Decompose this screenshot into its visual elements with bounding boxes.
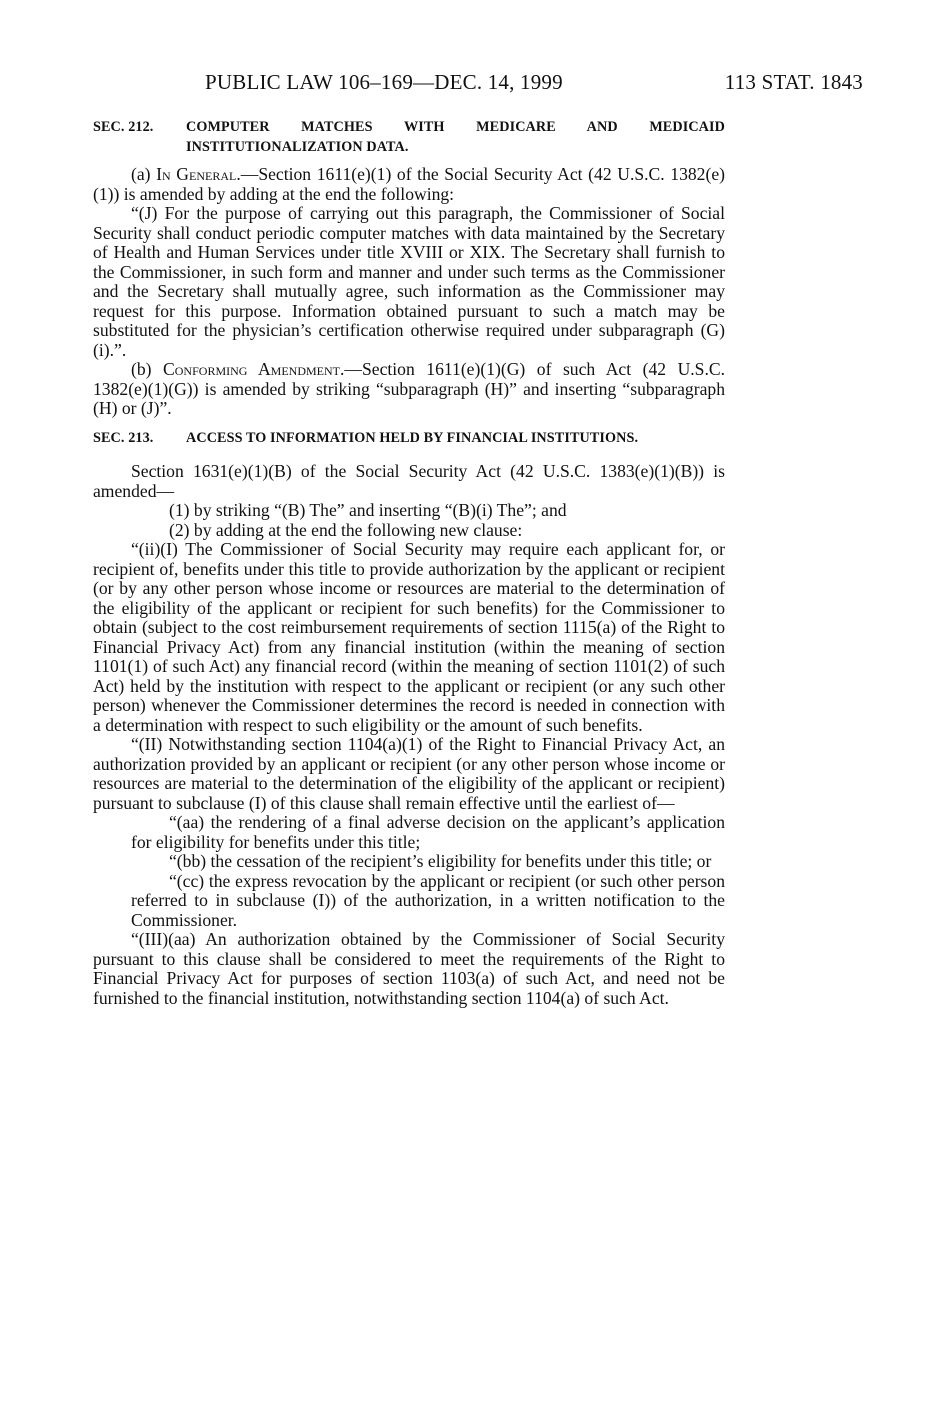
section-212-number: SEC. 212. [93,119,154,135]
clause-III-aa: “(III)(aa) An authorization obtained by the Commissioner of Social Security pursuant to this clause shall be considered to meet the requirements of the Right to Financial Privacy Act for purposes of section 1103(a) of such Act, and need not be furnished to the financial institution, notwithstanding section 1104(a) of such Act. [93,929,725,1008]
running-head-title: PUBLIC LAW 106–169—DEC. 14, 1999 [205,70,563,94]
section-212-subsection-a [93,165,725,204]
section-212-heading [93,118,725,157]
clause-II: “(II) Notwithstanding section 1104(a)(1) of the Right to Financial Privacy Act, an authorization provided by an applicant or recipient (or any other person whose income or resources are material to the determination of the eligibility of the applicant or recipient) pursuant to subclause (I) of this clause shall remain effective until the earliest of— [93,734,725,813]
section-212-title: COMPUTER MATCHES WITH MEDICARE AND MEDICAID INSTITUTIONALIZATION DATA. [186,119,725,155]
section-213-intro: Section 1631(e)(1)(B) of the Social Security Act (42 U.S.C. 1383(e)(1)(B)) is amended— [93,461,725,501]
running-head-page: 113 STAT. 1843 [724,70,863,94]
running-head [93,70,863,100]
section-213-heading [93,429,725,449]
section-213-item-1 [93,501,725,521]
subsection-a-heading: In General [156,164,237,184]
item-bb: “(bb) the cessation of the recipient’s eligibility for benefits under this title; or [169,851,712,871]
subsection-b-label: (b) [131,359,164,379]
section-212-paragraph-j: “(J) For the purpose of carrying out this paragraph, the Commissioner of Social Security shall conduct periodic computer matches with data maintained by the Secretary of Health and Human Services under title XVIII or XIX. The Secretary shall furnish to the Commissioner, in such form and manner and under such terms as the Commissioner and the Secretary shall mutually agree, such information as the Commissioner may request for this purpose. Information obtained pursuant to such a match may be substituted for the physician’s certification otherwise required under subparagraph (G)(i).”. [93,203,725,360]
item-aa: “(aa) the rendering of a final adverse decision on the applicant’s application for eligibility for benefits under this title; [131,812,725,852]
subsection-b-text: .—Section 1611(e)(1)(G) of such Act (42 U.S.C. 1382(e)(1)(G)) is amended by striking “subparagraph (H)” and inserting “subparagraph (H) or (J)”. [93,359,726,418]
clause-ii-I: “(ii)(I) The Commissioner of Social Security may require each applicant for, or recipient of, benefits under this title to provide authorization by the applicant or recipient (or by any other person whose income or resources are material to the determination of the eligibility of the applicant or recipient for such benefits) for the Commissioner to obtain (subject to the cost reimbursement requirements of section 1115(a) of the Right to Financial Privacy Act) from any financial institution (within the meaning of section 1101(1) of such Act) any financial record (within the meaning of section 1101(2) of such Act) held by the institution with respect to the applicant or recipient (or any such other person) whenever the Commissioner determines the record is needed in connection with a determination with respect to such eligibility or the amount of such benefits. [93,539,725,735]
item-1-text: (1) by striking “(B) The” and inserting “(B)(i) The”; and [169,500,567,520]
subsection-b-heading: Conforming Amendment [163,359,341,379]
document-body [93,118,725,1008]
subsection-a-label: (a) [131,164,157,184]
section-213-title: ACCESS TO INFORMATION HELD BY FINANCIAL INSTITUTIONS. [186,429,639,446]
subsection-a-text: .—Section 1611(e)(1) of the Social Security Act (42 U.S.C. 1382(e)(1)) is amended by adding at the end the following: [93,164,726,204]
section-213-item-2 [93,521,725,541]
item-cc: “(cc) the express revocation by the applicant or recipient (or such other person referred to in subclause (I)) of the authorization, in a written notification to the Commissioner. [131,870,725,930]
section-212-subsection-b [93,360,725,419]
item-2-text: (2) by adding at the end the following new clause: [169,519,523,540]
section-213-number: SEC. 213. [93,429,154,446]
